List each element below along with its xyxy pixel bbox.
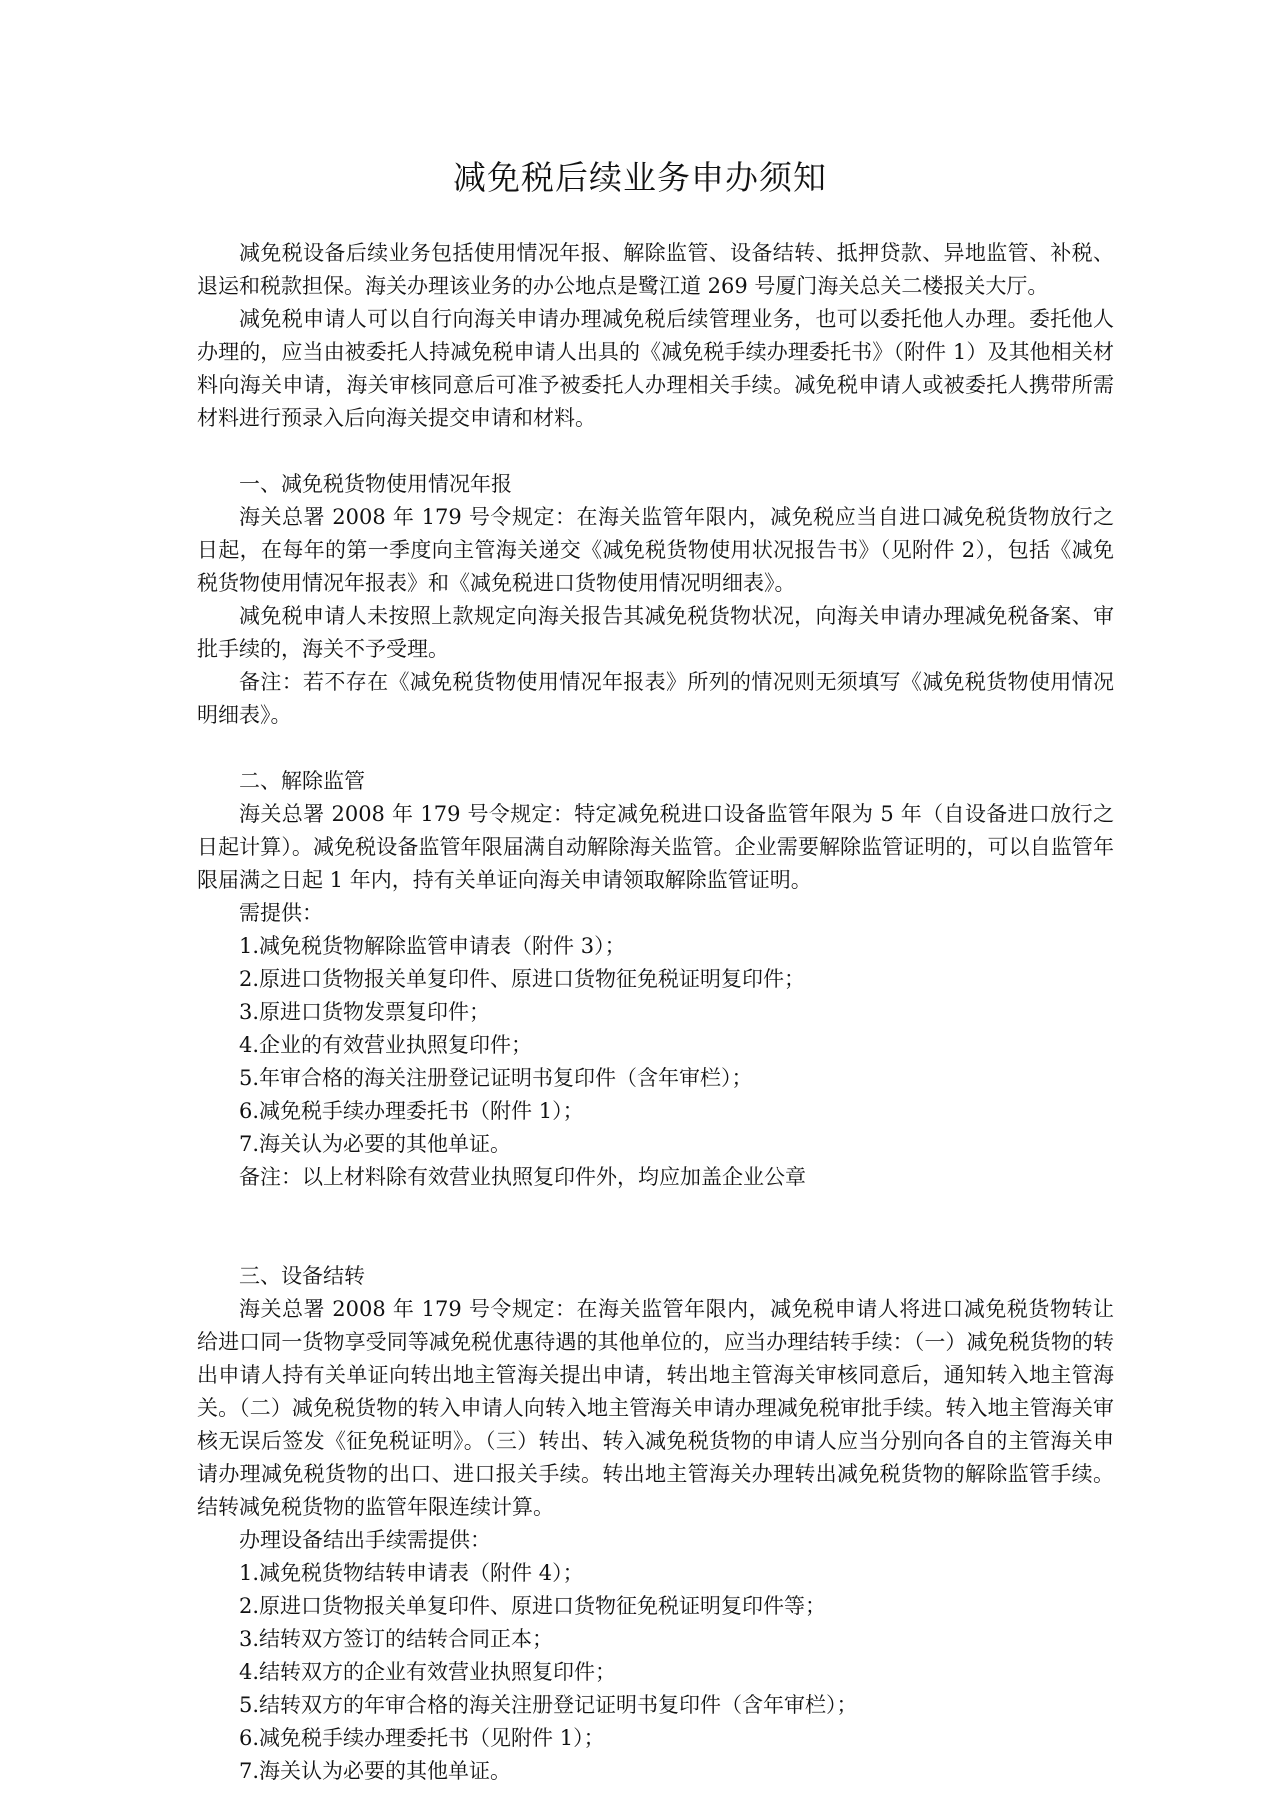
list-item: 4.企业的有效营业执照复印件；	[239, 1033, 533, 1057]
list-item: 1.减免税货物解除监管申请表（附件 3）；	[239, 934, 626, 958]
list-item: 5.年审合格的海关注册登记证明书复印件（含年审栏）；	[239, 1066, 753, 1090]
section-note: 备注：若不存在《减免税货物使用情况年报表》所列的情况则无须填写《减免税货物使用情况明细表》。	[197, 670, 1114, 727]
list-item: 6.减免税手续办理委托书（附件 1）；	[239, 1099, 584, 1123]
spacer	[197, 1194, 1114, 1260]
list-item: 2.原进口货物报关单复印件、原进口货物征免税证明复印件；	[239, 967, 806, 991]
intro-paragraph-2: 减免税申请人可以自行向海关申请办理减免税后续管理业务，也可以委托他人办理。委托他人办理的，应当由被委托人持减免税申请人出具的《减免税手续办理委托书》（附件 1）及其他相关材料向海关申请，海关审核同意后可准予被委托人办理相关手续。减免税申请人或被委托人携带所需材料进行预录入后向海关提交申请和材料。	[197, 307, 1114, 430]
section-note: 备注：以上材料除有效营业执照复印件外，均应加盖企业公章	[239, 1165, 806, 1189]
document-body	[197, 237, 1114, 1788]
list-item: 3.结转双方签订的结转合同正本；	[239, 1627, 554, 1651]
section-heading: 一、减免税货物使用情况年报	[239, 472, 512, 496]
list-item: 6.减免税手续办理委托书（见附件 1）；	[239, 1726, 605, 1750]
list-item: 3.原进口货物发票复印件；	[239, 1000, 491, 1024]
section-paragraph: 海关总署 2008 年 179 号令规定：在海关监管年限内，减免税申请人将进口减免税货物转让给进口同一货物享受同等减免税优惠待遇的其他单位的，应当办理结转手续：（一）减免税货物的转出申请人持有关单证向转出地主管海关提出申请，转出地主管海关审核同意后，通知转入地主管海关。（二）减免税货物的转入申请人向转入地主管海关申请办理减免税审批手续。转入地主管海关审核无误后签发《征免税证明》。（三）转出、转入减免税货物的申请人应当分别向各自的主管海关申请办理减免税货物的出口、进口报关手续。转出地主管海关办理转出减免税货物的解除监管手续。结转减免税货物的监管年限连续计算。	[197, 1297, 1114, 1519]
section-annual-report	[197, 468, 1114, 732]
list-item: 2.原进口货物报关单复印件、原进口货物征免税证明复印件等；	[239, 1594, 827, 1618]
list-intro: 办理设备结出手续需提供：	[239, 1528, 491, 1552]
section-paragraph: 海关总署 2008 年 179 号令规定：在海关监管年限内，减免税应当自进口减免税货物放行之日起，在每年的第一季度向主管海关递交《减免税货物使用状况报告书》（见附件 2），包括《减免税货物使用情况年报表》和《减免税进口货物使用情况明细表》。	[197, 505, 1114, 595]
section-paragraph: 减免税申请人未按照上款规定向海关报告其减免税货物状况，向海关申请办理减免税备案、审批手续的，海关不予受理。	[197, 604, 1114, 661]
list-item: 7.海关认为必要的其他单证。	[239, 1132, 512, 1156]
section-release-supervision	[197, 765, 1114, 1194]
spacer	[197, 435, 1114, 468]
spacer	[197, 732, 1114, 765]
section-equipment-transfer	[197, 1260, 1114, 1788]
list-item: 4.结转双方的企业有效营业执照复印件；	[239, 1660, 617, 1684]
list-item: 7.海关认为必要的其他单证。	[239, 1759, 512, 1783]
list-item: 1.减免税货物结转申请表（附件 4）；	[239, 1561, 584, 1585]
document-title: 减免税后续业务申办须知	[453, 158, 827, 197]
list-intro: 需提供：	[239, 901, 323, 925]
list-item: 5.结转双方的年审合格的海关注册登记证明书复印件（含年审栏）；	[239, 1693, 858, 1717]
section-heading: 三、设备结转	[239, 1264, 365, 1288]
section-heading: 二、解除监管	[239, 769, 365, 793]
intro-paragraph-1: 减免税设备后续业务包括使用情况年报、解除监管、设备结转、抵押贷款、异地监管、补税、退运和税款担保。海关办理该业务的办公地点是鹭江道 269 号厦门海关总关二楼报关大厅。	[197, 241, 1114, 298]
section-paragraph: 海关总署 2008 年 179 号令规定：特定减免税进口设备监管年限为 5 年（自设备进口放行之日起计算）。减免税设备监管年限届满自动解除海关监管。企业需要解除监管证明的，可以自监管年限届满之日起 1 年内，持有关单证向海关申请领取解除监管证明。	[197, 802, 1114, 892]
